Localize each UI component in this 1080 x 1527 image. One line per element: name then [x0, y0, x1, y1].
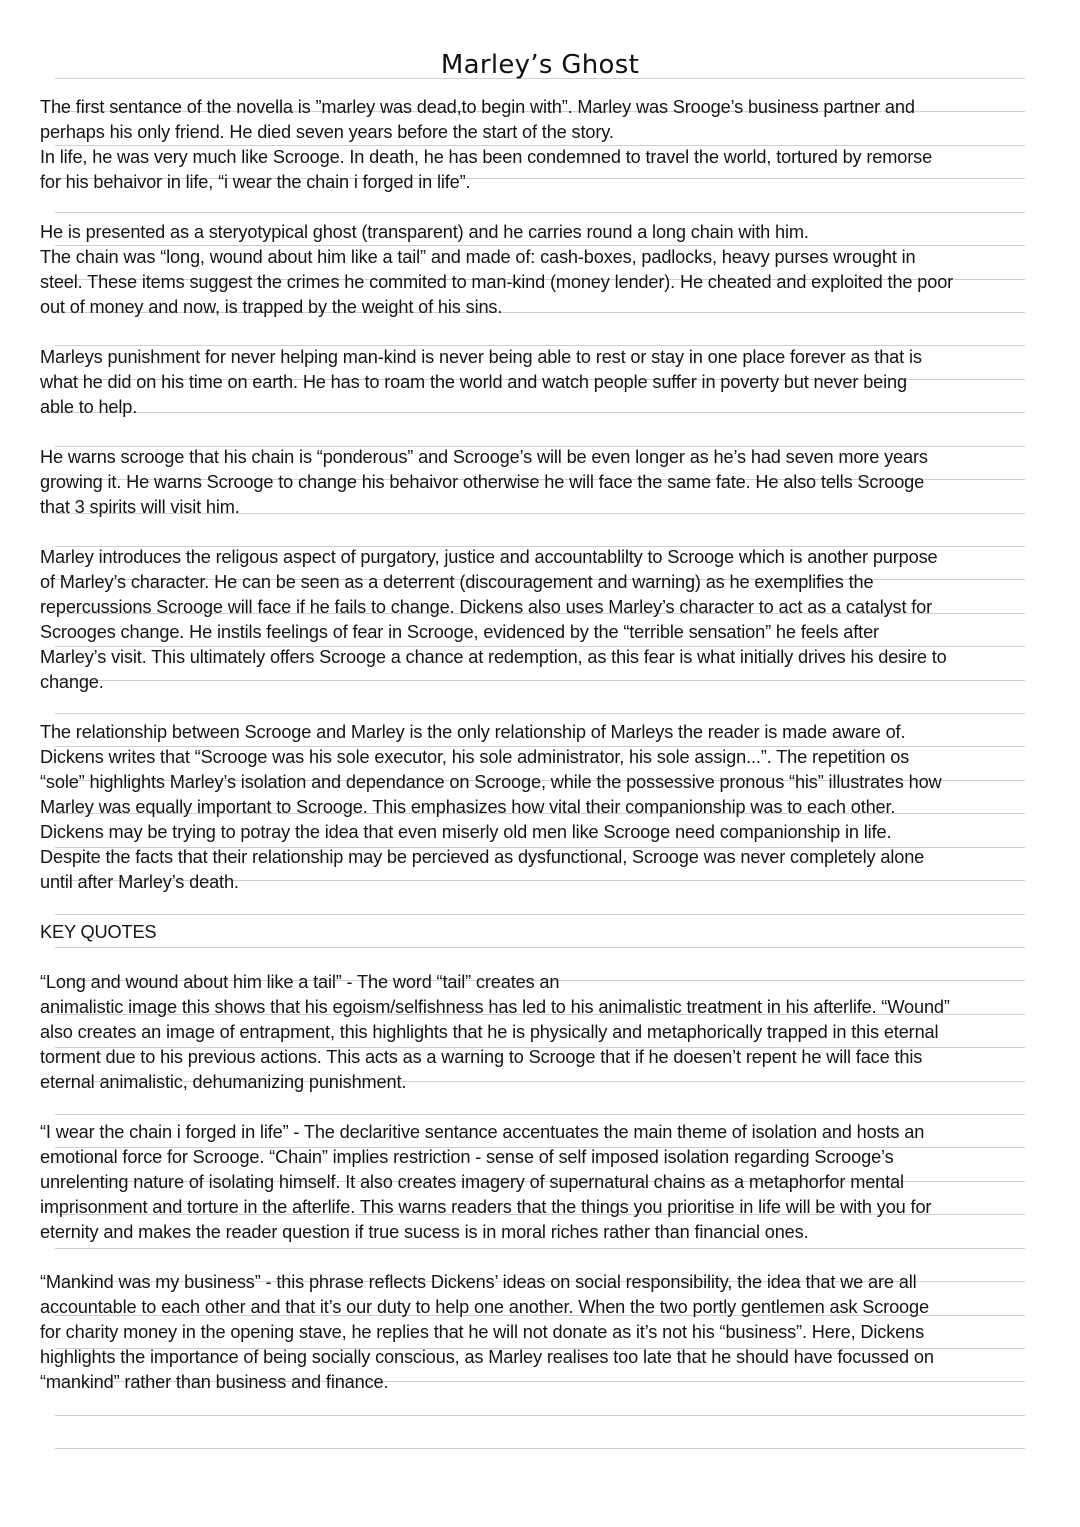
text-line: emotional force for Scrooge. “Chain” implies restriction - sense of self imposed isolation regarding Scrooge’s	[40, 1147, 894, 1167]
text-line: able to help.	[40, 397, 138, 417]
notes-body	[40, 95, 1050, 1395]
text-line: Despite the facts that their relationship may be percieved as dysfunctional, Scrooge was never completely alone	[40, 847, 925, 867]
blank-line	[40, 1245, 1050, 1270]
key-quote	[40, 1120, 1050, 1245]
text-line: repercussions Scrooge will face if he fails to change. Dickens also uses Marley’s character to act as a catalyst for	[40, 597, 933, 617]
paragraph	[40, 95, 1050, 195]
text-line: “mankind” rather than business and finance.	[40, 1372, 389, 1392]
text-line: “I wear the chain i forged in life” - The declaritive sentance accentuates the main theme of isolation and hosts an	[40, 1122, 925, 1142]
text-line: Scrooges change. He instils feelings of fear in Scrooge, evidenced by the “terrible sensation” he feels after	[40, 622, 879, 642]
text-line: eternity and makes the reader question if true sucess is in moral riches rather than financial ones.	[40, 1222, 809, 1242]
page-title: Marley’s Ghost	[440, 50, 640, 80]
blank-line	[40, 320, 1050, 345]
key-quote	[40, 970, 1050, 1095]
paragraph	[40, 545, 1050, 695]
text-line: highlights the importance of being socially conscious, as Marley realises too late that he should have focussed on	[40, 1347, 934, 1367]
text-line: animalistic image this shows that his egoism/selfishness has led to his animalistic treatment in his afterlife. “Wound”	[40, 997, 950, 1017]
text-line: The relationship between Scrooge and Marley is the only relationship of Marleys the reader is made aware of.	[40, 722, 906, 742]
text-line: imprisonment and torture in the afterlife. This warns readers that the things you prioritise in life will be with you for	[40, 1197, 932, 1217]
key-quotes-heading: KEY QUOTES	[40, 922, 157, 942]
text-line: steel. These items suggest the crimes he commited to man-kind (money lender). He cheated and exploited the poor	[40, 272, 954, 292]
paragraph	[40, 220, 1050, 320]
text-line: perhaps his only friend. He died seven years before the start of the story.	[40, 122, 614, 142]
text-line: Marley’s visit. This ultimately offers Scrooge a chance at redemption, as this fear is what initially drives his desire to	[40, 647, 947, 667]
blank-line	[40, 195, 1050, 220]
blank-line	[40, 520, 1050, 545]
text-line: Dickens may be trying to potray the idea that even miserly old men like Scrooge need companionship in life.	[40, 822, 892, 842]
text-line: He warns scrooge that his chain is “ponderous” and Scrooge’s will be even longer as he’s had seven more years	[40, 447, 928, 467]
blank-line	[40, 895, 1050, 920]
text-line: change.	[40, 672, 104, 692]
blank-line	[40, 695, 1050, 720]
text-line: The chain was “long, wound about him like a tail” and made of: cash-boxes, padlocks, heavy purses wrought in	[40, 247, 916, 267]
blank-line	[40, 1095, 1050, 1120]
text-line: He is presented as a steryotypical ghost (transparent) and he carries round a long chain with him.	[40, 222, 809, 242]
blank-line	[40, 945, 1050, 970]
paragraph	[40, 445, 1050, 520]
text-line: for charity money in the opening stave, he replies that he will not donate as it’s not his “business”. Here, Dickens	[40, 1322, 925, 1342]
text-line: also creates an image of entrapment, this highlights that he is physically and metaphorically trapped in this eternal	[40, 1022, 939, 1042]
text-line: of Marley’s character. He can be seen as a deterrent (discouragement and warning) as he exemplifies the	[40, 572, 874, 592]
text-line: Marleys punishment for never helping man-kind is never being able to rest or stay in one place forever as that is	[40, 347, 922, 367]
text-line: torment due to his previous actions. This acts as a warning to Scrooge that if he doesen’t repent he will face this	[40, 1047, 923, 1067]
text-line: “sole” highlights Marley’s isolation and dependance on Scrooge, while the possessive pronous “his” illustrates how	[40, 772, 942, 792]
text-line: out of money and now, is trapped by the weight of his sins.	[40, 297, 503, 317]
paragraph	[40, 345, 1050, 420]
blank-line	[40, 420, 1050, 445]
text-line: what he did on his time on earth. He has to roam the world and watch people suffer in poverty but never being	[40, 372, 907, 392]
text-line: eternal animalistic, dehumanizing punishment.	[40, 1072, 407, 1092]
text-line: “Mankind was my business” - this phrase reflects Dickens’ ideas on social responsibility, the idea that we are all	[40, 1272, 917, 1292]
text-line: for his behaivor in life, “i wear the chain i forged in life”.	[40, 172, 471, 192]
text-line: Marley introduces the religous aspect of purgatory, justice and accountablilty to Scrooge which is another purpose	[40, 547, 938, 567]
text-line: In life, he was very much like Scrooge. In death, he has been condemned to travel the world, tortured by remorse	[40, 147, 933, 167]
text-line: that 3 spirits will visit him.	[40, 497, 240, 517]
text-line: accountable to each other and that it’s our duty to help one another. When the two portly gentlemen ask Scrooge	[40, 1297, 929, 1317]
text-line: Dickens writes that “Scrooge was his sole executor, his sole administrator, his sole assign...”. The repetition os	[40, 747, 910, 767]
text-line: “Long and wound about him like a tail” - The word “tail” creates an	[40, 972, 560, 992]
key-quote	[40, 1270, 1050, 1395]
ruled-line	[55, 1415, 1025, 1416]
text-line: Marley was equally important to Scrooge. This emphasizes how vital their companionship was to each other.	[40, 797, 896, 817]
ruled-line	[55, 1448, 1025, 1449]
text-line: growing it. He warns Scrooge to change his behaivor otherwise he will face the same fate. He also tells Scrooge	[40, 472, 925, 492]
paragraph	[40, 720, 1050, 895]
text-line: until after Marley’s death.	[40, 872, 239, 892]
text-line: unrelenting nature of isolating himself. It also creates imagery of supernatural chains as a metaphorfor mental	[40, 1172, 904, 1192]
text-line: The first sentance of the novella is ”marley was dead,to begin with”. Marley was Srooge’s business partner and	[40, 97, 915, 117]
